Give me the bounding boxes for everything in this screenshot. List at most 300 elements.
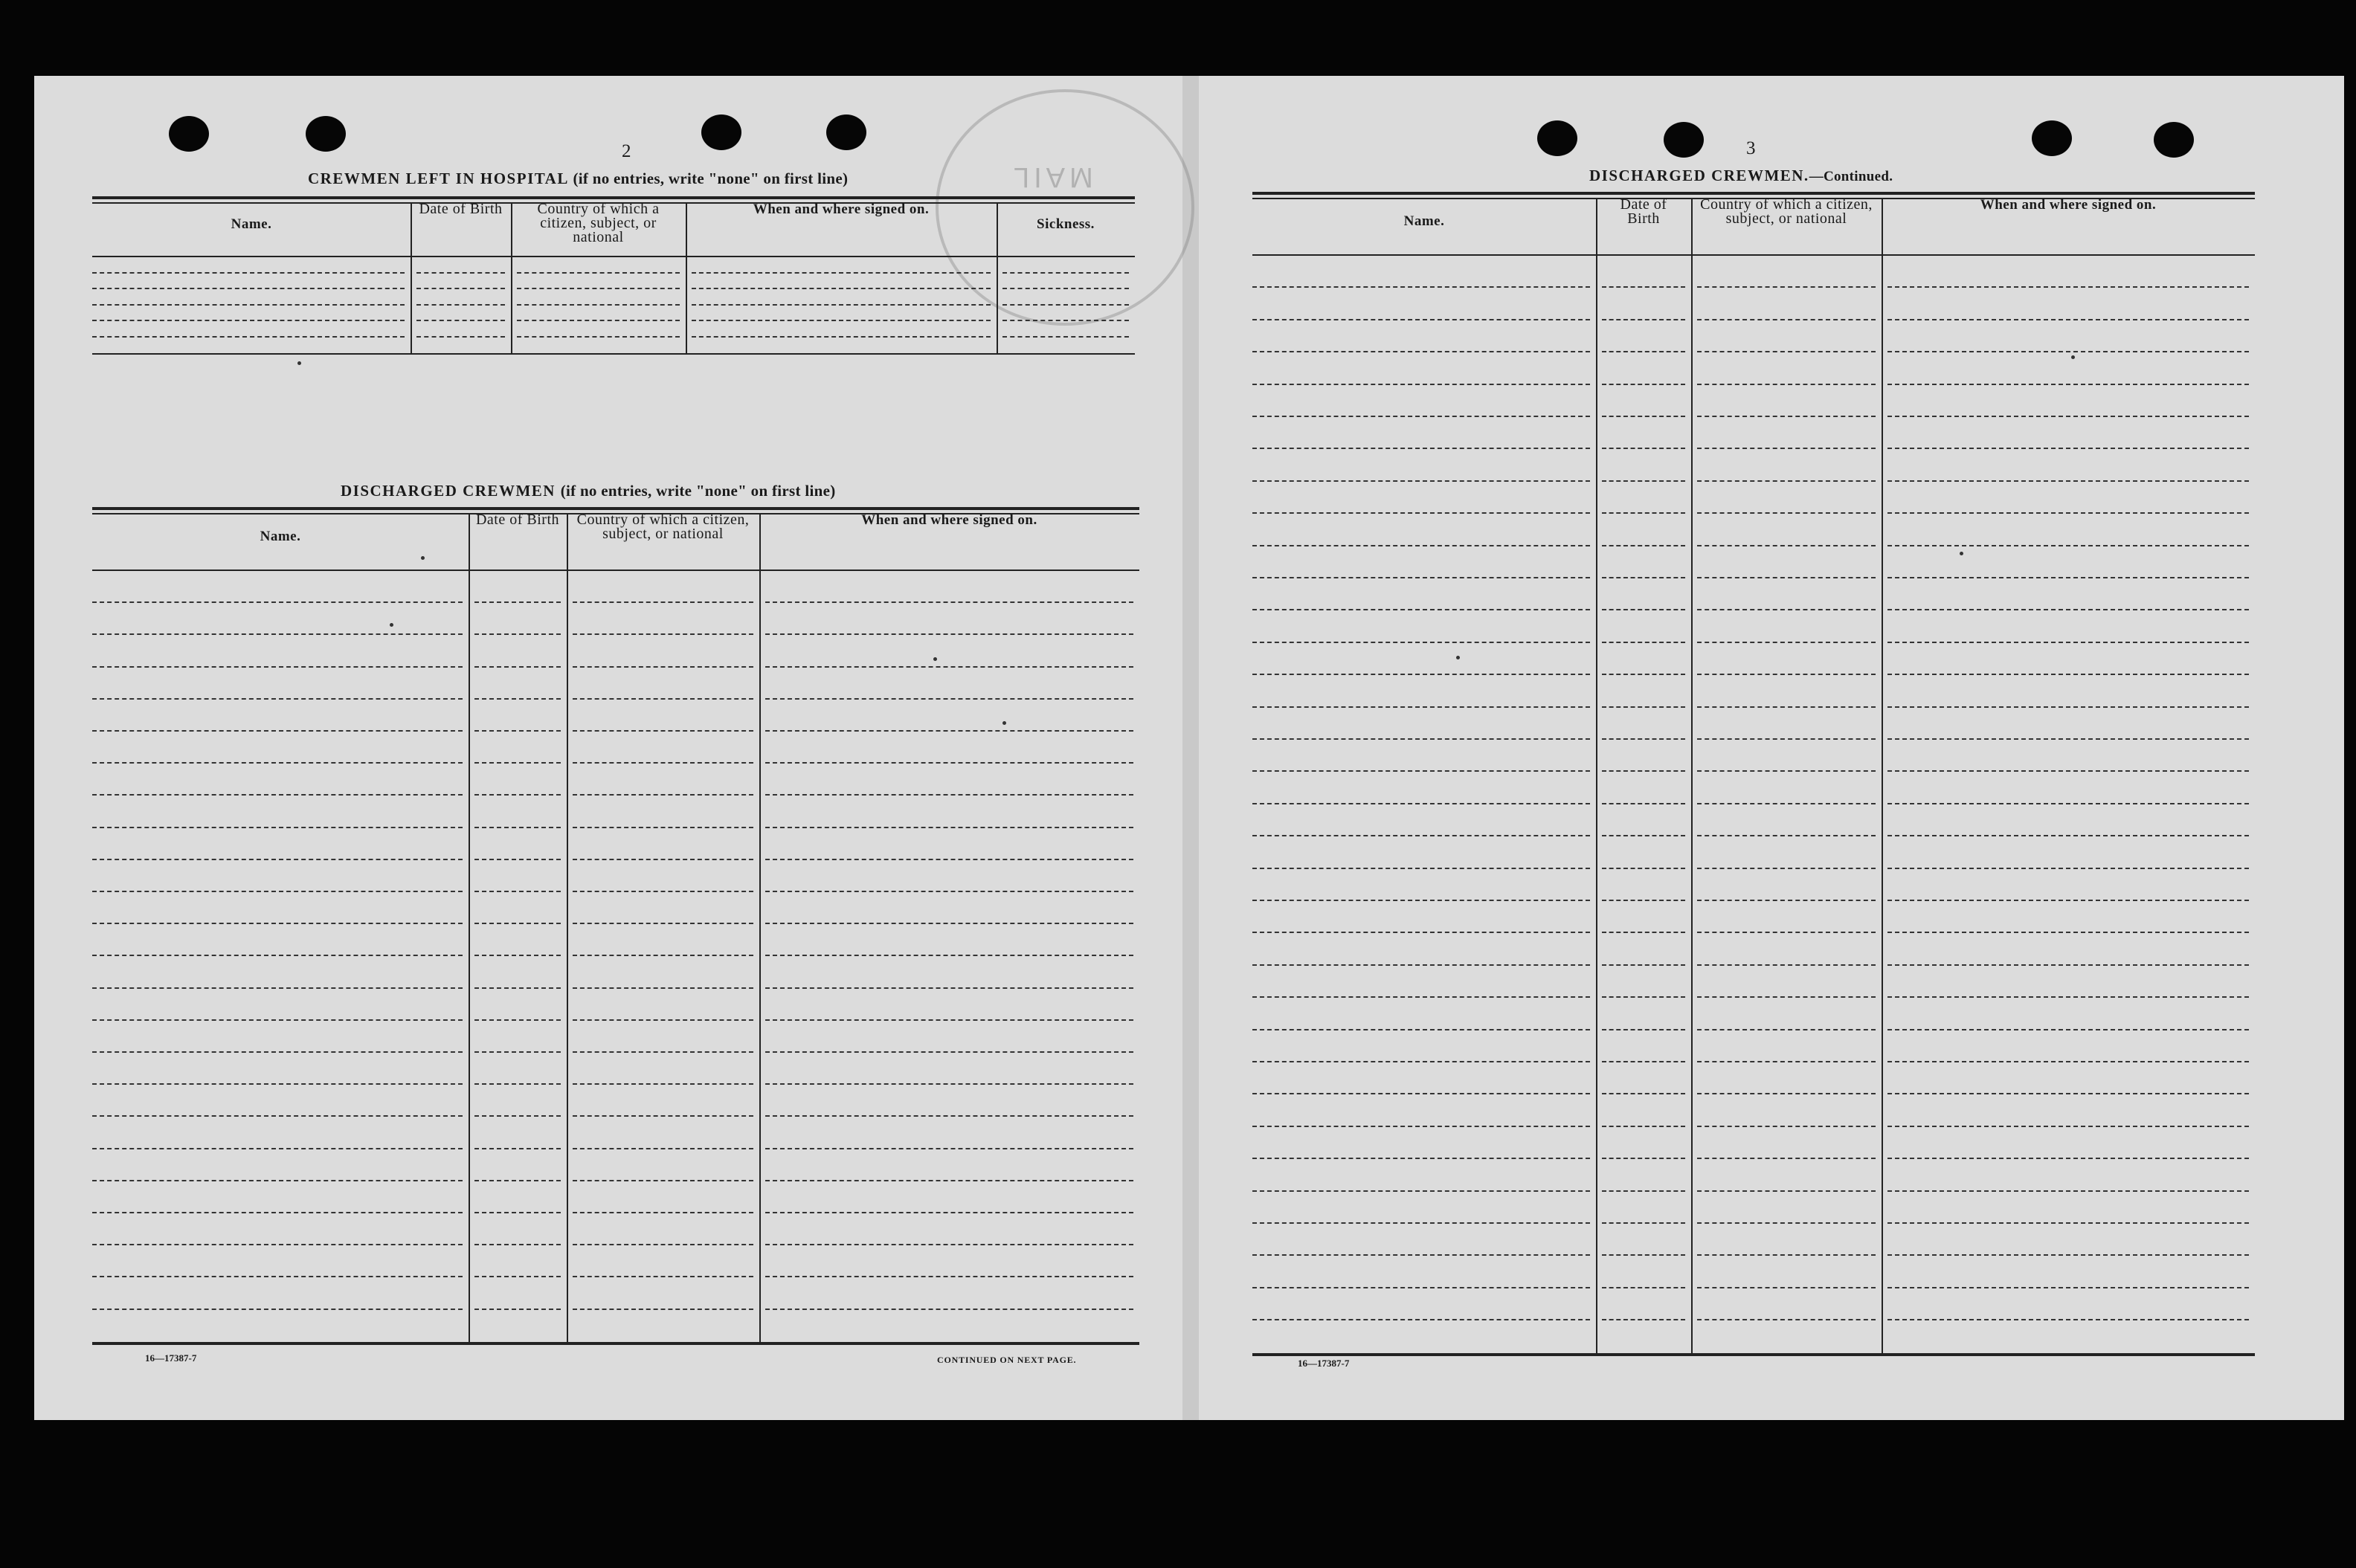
- entry-line[interactable]: [1602, 642, 1685, 643]
- column-divider: [1596, 199, 1597, 1355]
- entry-line[interactable]: [573, 1051, 753, 1053]
- entry-line[interactable]: [1697, 706, 1876, 708]
- entry-line[interactable]: [765, 987, 1133, 989]
- paper-speck: [2071, 355, 2075, 359]
- entry-line[interactable]: [1697, 674, 1876, 675]
- entry-line[interactable]: [1602, 868, 1685, 869]
- entry-line[interactable]: [92, 666, 463, 668]
- entry-line[interactable]: [92, 891, 463, 892]
- punch-hole: [701, 114, 741, 150]
- entry-line[interactable]: [692, 320, 991, 321]
- entry-line[interactable]: [573, 698, 753, 700]
- table-top-rule: [92, 507, 1139, 510]
- entry-line[interactable]: [1602, 706, 1685, 708]
- entry-line[interactable]: [765, 891, 1133, 892]
- entry-line[interactable]: [92, 288, 405, 289]
- entry-line[interactable]: [1697, 1061, 1876, 1062]
- entry-line[interactable]: [1602, 996, 1685, 998]
- entry-line[interactable]: [1697, 803, 1876, 804]
- entry-line[interactable]: [92, 859, 463, 860]
- column-divider: [1882, 199, 1883, 1355]
- entry-line[interactable]: [1697, 1287, 1876, 1288]
- entry-line[interactable]: [1602, 1093, 1685, 1094]
- entry-line[interactable]: [573, 1244, 753, 1245]
- entry-line[interactable]: [474, 666, 561, 668]
- entry-line[interactable]: [92, 923, 463, 924]
- entry-line[interactable]: [1697, 1319, 1876, 1320]
- entry-line[interactable]: [1602, 1254, 1685, 1256]
- discharged-section-title: DISCHARGED CREWMEN (if no entries, write "none" on first line): [341, 482, 836, 500]
- entry-line[interactable]: [692, 304, 991, 306]
- entry-line[interactable]: [1697, 1222, 1876, 1224]
- paper-speck: [1960, 552, 1963, 555]
- entry-line[interactable]: [692, 336, 991, 338]
- entry-line[interactable]: [92, 762, 463, 764]
- entry-line[interactable]: [1887, 577, 2249, 578]
- entry-line[interactable]: [517, 336, 680, 338]
- entry-line[interactable]: [765, 794, 1133, 796]
- entry-line[interactable]: [1887, 512, 2249, 514]
- entry-line[interactable]: [474, 601, 561, 603]
- entry-line[interactable]: [1252, 286, 1590, 288]
- entry-line[interactable]: [1697, 738, 1876, 740]
- entry-line[interactable]: [92, 794, 463, 796]
- entry-line[interactable]: [1887, 1222, 2249, 1224]
- entry-line[interactable]: [1887, 384, 2249, 385]
- entry-line[interactable]: [692, 272, 991, 274]
- entry-line[interactable]: [1252, 351, 1590, 352]
- entry-line[interactable]: [1697, 1158, 1876, 1159]
- entry-line[interactable]: [1697, 964, 1876, 966]
- entry-line[interactable]: [1252, 1222, 1590, 1224]
- entry-line[interactable]: [1002, 336, 1129, 338]
- entry-line[interactable]: [92, 320, 405, 321]
- entry-line[interactable]: [416, 304, 505, 306]
- entry-line[interactable]: [1602, 545, 1685, 546]
- entry-line[interactable]: [474, 923, 561, 924]
- entry-line[interactable]: [474, 1083, 561, 1085]
- entry-line[interactable]: [765, 633, 1133, 635]
- entry-line[interactable]: [1887, 480, 2249, 482]
- entry-line[interactable]: [573, 1276, 753, 1277]
- entry-line[interactable]: [1002, 304, 1129, 306]
- entry-line[interactable]: [1887, 286, 2249, 288]
- entry-line[interactable]: [765, 730, 1133, 732]
- column-header: Name.: [231, 216, 272, 232]
- entry-line[interactable]: [1697, 932, 1876, 933]
- entry-line[interactable]: [692, 288, 991, 289]
- entry-line[interactable]: [474, 827, 561, 828]
- entry-line[interactable]: [573, 955, 753, 956]
- entry-line[interactable]: [765, 1019, 1133, 1021]
- entry-line[interactable]: [1602, 1158, 1685, 1159]
- entry-line[interactable]: [1697, 996, 1876, 998]
- entry-line[interactable]: [416, 272, 505, 274]
- entry-line[interactable]: [1887, 706, 2249, 708]
- entry-line[interactable]: [1697, 642, 1876, 643]
- entry-line[interactable]: [1887, 835, 2249, 836]
- table-bottom-rule: [92, 353, 1135, 355]
- entry-line[interactable]: [1697, 545, 1876, 546]
- table-top-rule: [1252, 192, 2255, 195]
- entry-line[interactable]: [573, 730, 753, 732]
- entry-line[interactable]: [474, 1276, 561, 1277]
- entry-line[interactable]: [573, 987, 753, 989]
- entry-line[interactable]: [1887, 416, 2249, 417]
- entry-line[interactable]: [1252, 868, 1590, 869]
- entry-line[interactable]: [1887, 351, 2249, 352]
- punch-hole: [2154, 122, 2194, 158]
- entry-line[interactable]: [92, 1148, 463, 1149]
- entry-line[interactable]: [1252, 448, 1590, 449]
- entry-line[interactable]: [1887, 803, 2249, 804]
- column-divider: [1691, 199, 1693, 1355]
- entry-line[interactable]: [1697, 480, 1876, 482]
- entry-line[interactable]: [573, 666, 753, 668]
- table-top-rule: [92, 196, 1135, 199]
- entry-line[interactable]: [1602, 609, 1685, 610]
- entry-line[interactable]: [92, 272, 405, 274]
- entry-line[interactable]: [474, 1244, 561, 1245]
- form-number: 16—17387-7: [145, 1352, 197, 1364]
- entry-line[interactable]: [1252, 480, 1590, 482]
- punch-hole: [2032, 120, 2072, 156]
- entry-line[interactable]: [765, 1244, 1133, 1245]
- entry-line[interactable]: [1602, 674, 1685, 675]
- entry-line[interactable]: [474, 1051, 561, 1053]
- entry-line[interactable]: [1252, 384, 1590, 385]
- entry-line[interactable]: [1602, 900, 1685, 901]
- entry-line[interactable]: [1697, 286, 1876, 288]
- page-number: 2: [622, 141, 631, 161]
- entry-line[interactable]: [1252, 706, 1590, 708]
- entry-line[interactable]: [474, 794, 561, 796]
- page-gutter: [1182, 76, 1199, 1420]
- entry-line[interactable]: [765, 1083, 1133, 1085]
- entry-line[interactable]: [1252, 803, 1590, 804]
- entry-line[interactable]: [1887, 996, 2249, 998]
- entry-line[interactable]: [1252, 416, 1590, 417]
- entry-line[interactable]: [1602, 835, 1685, 836]
- entry-line[interactable]: [1252, 835, 1590, 836]
- entry-line[interactable]: [1887, 868, 2249, 869]
- entry-line[interactable]: [1602, 416, 1685, 417]
- entry-line[interactable]: [573, 1180, 753, 1181]
- column-header: When and where signed on.: [753, 201, 930, 217]
- entry-line[interactable]: [92, 1180, 463, 1181]
- entry-line[interactable]: [474, 891, 561, 892]
- column-header: When and where signed on.: [1980, 197, 2157, 213]
- entry-line[interactable]: [1887, 1126, 2249, 1127]
- entry-line[interactable]: [1887, 674, 2249, 675]
- entry-line[interactable]: [1002, 272, 1129, 274]
- entry-line[interactable]: [92, 601, 463, 603]
- discharged-table: [92, 507, 1139, 1346]
- entry-line[interactable]: [765, 1276, 1133, 1277]
- entry-line[interactable]: [573, 891, 753, 892]
- entry-line[interactable]: [92, 1276, 463, 1277]
- column-divider: [411, 204, 412, 355]
- entry-line[interactable]: [474, 987, 561, 989]
- entry-line[interactable]: [92, 1309, 463, 1310]
- entry-line[interactable]: [573, 1115, 753, 1117]
- entry-line[interactable]: [1887, 964, 2249, 966]
- entry-line[interactable]: [1252, 932, 1590, 933]
- entry-line[interactable]: [1602, 512, 1685, 514]
- entry-line[interactable]: [1252, 674, 1590, 675]
- entry-line[interactable]: [573, 859, 753, 860]
- column-divider: [759, 514, 761, 1343]
- entry-line[interactable]: [1602, 319, 1685, 320]
- header-rule: [1252, 254, 2255, 256]
- entry-line[interactable]: [1697, 416, 1876, 417]
- column-header: Name.: [1403, 213, 1445, 229]
- entry-line[interactable]: [92, 698, 463, 700]
- entry-line[interactable]: [1887, 1029, 2249, 1030]
- entry-line[interactable]: [474, 1148, 561, 1149]
- punch-hole: [1537, 120, 1577, 156]
- entry-line[interactable]: [1252, 512, 1590, 514]
- entry-line[interactable]: [573, 827, 753, 828]
- entry-line[interactable]: [474, 1019, 561, 1021]
- entry-line[interactable]: [765, 827, 1133, 828]
- entry-line[interactable]: [92, 987, 463, 989]
- entry-line[interactable]: [1602, 964, 1685, 966]
- entry-line[interactable]: [1887, 642, 2249, 643]
- entry-line[interactable]: [765, 923, 1133, 924]
- entry-line[interactable]: [1252, 770, 1590, 772]
- entry-line[interactable]: [1252, 1061, 1590, 1062]
- column-divider: [997, 204, 998, 355]
- entry-line[interactable]: [1602, 1190, 1685, 1192]
- entry-line[interactable]: [1252, 1029, 1590, 1030]
- entry-line[interactable]: [517, 272, 680, 274]
- entry-line[interactable]: [1602, 932, 1685, 933]
- entry-line[interactable]: [416, 336, 505, 338]
- entry-line[interactable]: [573, 923, 753, 924]
- entry-line[interactable]: [1697, 319, 1876, 320]
- entry-line[interactable]: [1602, 738, 1685, 740]
- column-header: Date of Birth: [475, 512, 560, 528]
- entry-line[interactable]: [1252, 577, 1590, 578]
- entry-line[interactable]: [1697, 351, 1876, 352]
- entry-line[interactable]: [1602, 480, 1685, 482]
- entry-line[interactable]: [765, 1212, 1133, 1213]
- entry-line[interactable]: [765, 1115, 1133, 1117]
- entry-line[interactable]: [1697, 609, 1876, 610]
- table-bottom-rule: [92, 1342, 1139, 1345]
- entry-line[interactable]: [92, 304, 405, 306]
- continued-note: CONTINUED ON NEXT PAGE.: [937, 1355, 1077, 1365]
- entry-line[interactable]: [765, 1148, 1133, 1149]
- entry-line[interactable]: [573, 1148, 753, 1149]
- entry-line[interactable]: [573, 1019, 753, 1021]
- entry-line[interactable]: [1252, 1319, 1590, 1320]
- entry-line[interactable]: [1602, 351, 1685, 352]
- entry-line[interactable]: [1252, 1126, 1590, 1127]
- column-header: Date of Birth: [419, 201, 503, 217]
- entry-line[interactable]: [1887, 1158, 2249, 1159]
- column-header: Country of which a citizen, subject, or national: [576, 512, 750, 542]
- entry-line[interactable]: [1887, 1190, 2249, 1192]
- entry-line[interactable]: [1697, 770, 1876, 772]
- entry-line[interactable]: [92, 1244, 463, 1245]
- column-header: Country of which a citizen, subject, or national: [1700, 196, 1873, 227]
- entry-line[interactable]: [1887, 1287, 2249, 1288]
- entry-line[interactable]: [1602, 1061, 1685, 1062]
- entry-line[interactable]: [1252, 545, 1590, 546]
- column-divider: [511, 204, 512, 355]
- entry-line[interactable]: [1602, 803, 1685, 804]
- hospital-section-title: CREWMEN LEFT IN HOSPITAL (if no entries, write "none" on first line): [308, 170, 849, 187]
- entry-line[interactable]: [1697, 512, 1876, 514]
- entry-line[interactable]: [92, 1115, 463, 1117]
- entry-line[interactable]: [573, 794, 753, 796]
- entry-line[interactable]: [92, 955, 463, 956]
- entry-line[interactable]: [1252, 1254, 1590, 1256]
- entry-line[interactable]: [1887, 1093, 2249, 1094]
- entry-line[interactable]: [1602, 286, 1685, 288]
- entry-line[interactable]: [1887, 900, 2249, 901]
- entry-line[interactable]: [474, 762, 561, 764]
- entry-line[interactable]: [1887, 738, 2249, 740]
- entry-line[interactable]: [1697, 577, 1876, 578]
- entry-line[interactable]: [1602, 384, 1685, 385]
- entry-line[interactable]: [1252, 900, 1590, 901]
- entry-line[interactable]: [517, 320, 680, 321]
- entry-line[interactable]: [1602, 1126, 1685, 1127]
- entry-line[interactable]: [1252, 609, 1590, 610]
- entry-line[interactable]: [1602, 1287, 1685, 1288]
- entry-line[interactable]: [92, 1212, 463, 1213]
- entry-line[interactable]: [573, 1083, 753, 1085]
- punch-hole: [826, 114, 866, 150]
- entry-line[interactable]: [92, 1019, 463, 1021]
- entry-line[interactable]: [1252, 964, 1590, 966]
- entry-line[interactable]: [573, 1309, 753, 1310]
- entry-line[interactable]: [1252, 1158, 1590, 1159]
- entry-line[interactable]: [1602, 577, 1685, 578]
- entry-line[interactable]: [765, 601, 1133, 603]
- entry-line[interactable]: [416, 288, 505, 289]
- entry-line[interactable]: [1002, 288, 1129, 289]
- entry-line[interactable]: [765, 762, 1133, 764]
- discharged-continued-table: [1252, 192, 2255, 1358]
- entry-line[interactable]: [1887, 932, 2249, 933]
- entry-line[interactable]: [1887, 1319, 2249, 1320]
- column-header: Country of which a citizen, subject, or national: [537, 201, 660, 245]
- entry-line[interactable]: [1697, 384, 1876, 385]
- entry-line[interactable]: [1887, 1254, 2249, 1256]
- entry-line[interactable]: [1602, 1319, 1685, 1320]
- entry-line[interactable]: [765, 666, 1133, 668]
- entry-line[interactable]: [1252, 738, 1590, 740]
- entry-line[interactable]: [1252, 996, 1590, 998]
- entry-line[interactable]: [1887, 545, 2249, 546]
- entry-line[interactable]: [92, 730, 463, 732]
- entry-line[interactable]: [1697, 1126, 1876, 1127]
- column-divider: [686, 204, 687, 355]
- header-rule: [92, 256, 1135, 257]
- entry-line[interactable]: [474, 1309, 561, 1310]
- paper-speck: [421, 556, 425, 560]
- entry-line[interactable]: [1602, 770, 1685, 772]
- entry-line[interactable]: [1252, 1287, 1590, 1288]
- entry-line[interactable]: [1887, 1061, 2249, 1062]
- paper-speck: [1002, 721, 1006, 725]
- entry-line[interactable]: [1602, 1029, 1685, 1030]
- punch-hole: [1664, 122, 1704, 158]
- paper-speck: [390, 623, 393, 627]
- entry-line[interactable]: [92, 1051, 463, 1053]
- entry-line[interactable]: [474, 730, 561, 732]
- column-header: Name.: [260, 529, 301, 544]
- entry-line[interactable]: [474, 633, 561, 635]
- entry-line[interactable]: [474, 1212, 561, 1213]
- entry-line[interactable]: [573, 762, 753, 764]
- entry-line[interactable]: [1602, 1222, 1685, 1224]
- paper-speck: [1456, 656, 1460, 659]
- entry-line[interactable]: [1002, 320, 1129, 321]
- entry-line[interactable]: [765, 698, 1133, 700]
- entry-line[interactable]: [1887, 448, 2249, 449]
- entry-line[interactable]: [474, 1115, 561, 1117]
- entry-line[interactable]: [1697, 448, 1876, 449]
- paper-speck: [297, 361, 301, 365]
- entry-line[interactable]: [1252, 319, 1590, 320]
- entry-line[interactable]: [1887, 770, 2249, 772]
- form-number: 16—17387-7: [1298, 1358, 1350, 1369]
- entry-line[interactable]: [765, 955, 1133, 956]
- entry-line[interactable]: [573, 1212, 753, 1213]
- entry-line[interactable]: [517, 288, 680, 289]
- entry-line[interactable]: [573, 633, 753, 635]
- entry-line[interactable]: [92, 633, 463, 635]
- entry-line[interactable]: [1697, 835, 1876, 836]
- entry-line[interactable]: [765, 1180, 1133, 1181]
- entry-line[interactable]: [517, 304, 680, 306]
- entry-line[interactable]: [573, 601, 753, 603]
- paper-speck: [933, 657, 937, 661]
- entry-line[interactable]: [1697, 1093, 1876, 1094]
- punch-hole: [169, 116, 209, 152]
- entry-line[interactable]: [1697, 1254, 1876, 1256]
- entry-line[interactable]: [474, 1180, 561, 1181]
- entry-line[interactable]: [1697, 900, 1876, 901]
- entry-line[interactable]: [92, 827, 463, 828]
- entry-line[interactable]: [1697, 1029, 1876, 1030]
- entry-line[interactable]: [1697, 1190, 1876, 1192]
- entry-line[interactable]: [474, 955, 561, 956]
- entry-line[interactable]: [765, 1309, 1133, 1310]
- column-header: When and where signed on.: [861, 512, 1037, 528]
- entry-line[interactable]: [1887, 609, 2249, 610]
- entry-line[interactable]: [765, 1051, 1133, 1053]
- entry-line[interactable]: [1252, 1190, 1590, 1192]
- entry-line[interactable]: [474, 698, 561, 700]
- entry-line[interactable]: [1887, 319, 2249, 320]
- entry-line[interactable]: [1697, 868, 1876, 869]
- table-bottom-rule: [1252, 1353, 2255, 1356]
- entry-line[interactable]: [416, 320, 505, 321]
- entry-line[interactable]: [1252, 1093, 1590, 1094]
- entry-line[interactable]: [92, 1083, 463, 1085]
- entry-line[interactable]: [474, 859, 561, 860]
- entry-line[interactable]: [92, 336, 405, 338]
- entry-line[interactable]: [1602, 448, 1685, 449]
- entry-line[interactable]: [1252, 642, 1590, 643]
- entry-line[interactable]: [765, 859, 1133, 860]
